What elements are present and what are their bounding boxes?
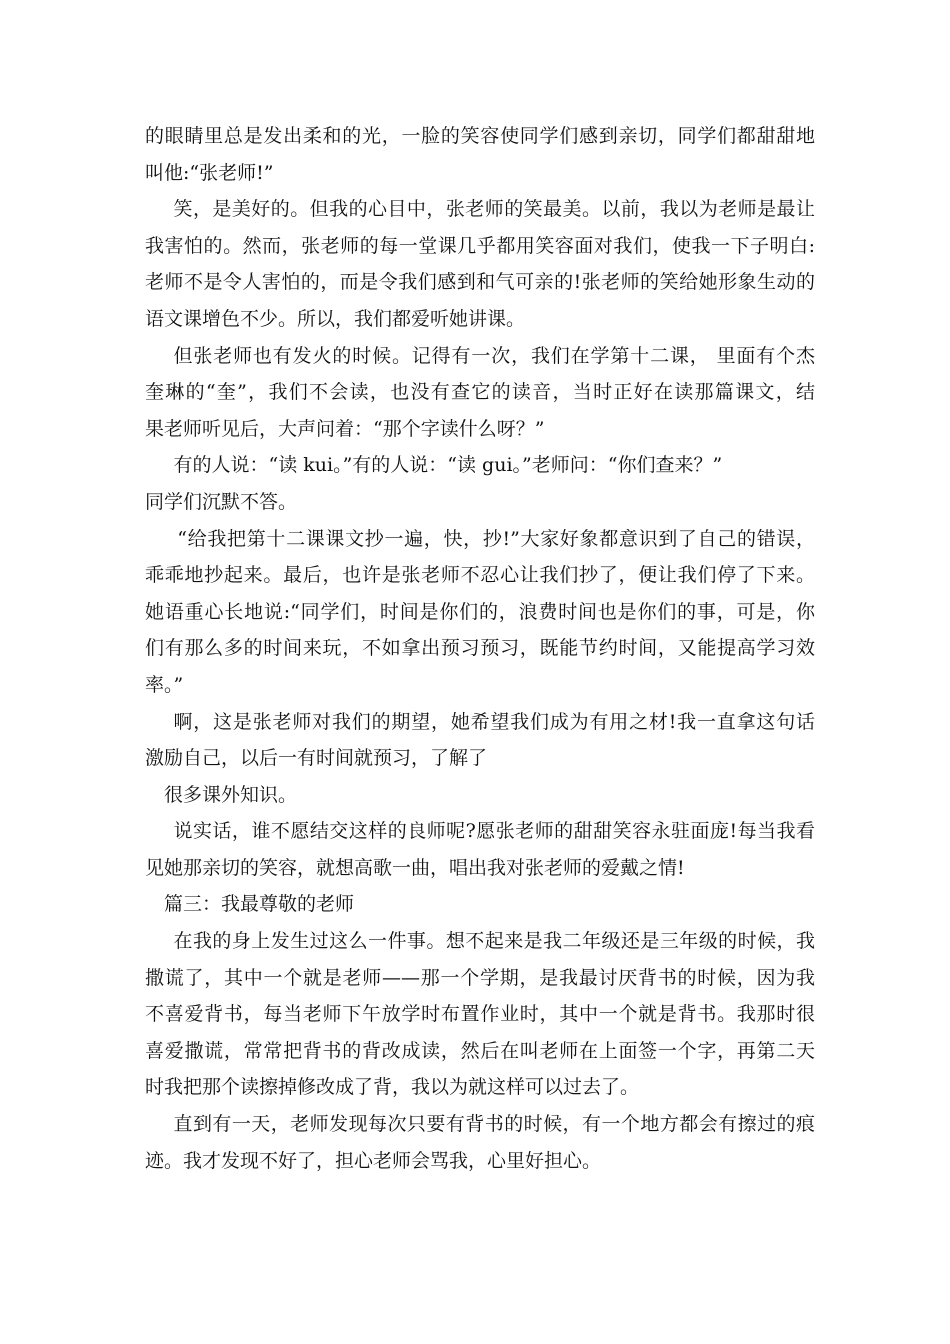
text-line: 很多课外知识。 [164,783,298,806]
text-line: 不喜爱背书，每当老师下午放学时布置作业时，其中一个就是背书。我那时很 [145,1003,815,1026]
text-line: 笑，是美好的。但我的心目中，张老师的笑最美。以前，我以为老师是最让 [173,198,815,221]
text-line: 乖乖地抄起来。最后，也许是张老师不忍心让我们抄了，便让我们停了下来。 [145,564,815,587]
text-line: 的眼睛里总是发出柔和的光，一脸的笑容使同学们感到亲切，同学们都甜甜地 [145,125,815,147]
text-line: 奎琳的“奎”，我们不会读，也没有查它的读音，当时正好在读那篇课文，结 [145,381,815,404]
text-line: 率。” [145,673,184,696]
text-line: 果老师听见后，大声问着：“那个字读什么呀？” [145,417,545,440]
text-line: 见她那亲切的笑容，就想高歌一曲，唱出我对张老师的爱戴之情! [145,856,685,879]
text-line: 迹。我才发现不好了，担心老师会骂我，心里好担心。 [145,1149,602,1172]
text-line: 她语重心长地说:“同学们，时间是你们的，浪费时间也是你们的事，可是，你 [145,600,815,623]
text-line: 说实话，谁不愿结交这样的良师呢?愿张老师的甜甜笑容永驻面庞!每当我看 [173,820,815,843]
text-line: 喜爱撒谎，常常把背书的背改成读，然后在叫老师在上面签一个字，再第二天 [145,1039,815,1062]
text-line: 我害怕的。然而，张老师的每一堂课几乎都用笑容面对我们，使我一下子明白: [145,234,815,257]
text-line: 语文课增色不少。所以，我们都爱听她讲课。 [145,307,526,330]
text-line: 在我的身上发生过这么一件事。想不起来是我二年级还是三年级的时候，我 [173,930,815,953]
text-line: 篇三：我最尊敬的老师 [164,893,355,916]
document-body [145,118,815,1179]
text-line: 撒谎了，其中一个就是老师——那一个学期，是我最讨厌背书的时候，因为我 [145,966,815,989]
text-line: 时我把那个读擦掉修改成了背，我以为就这样可以过去了。 [145,1076,640,1099]
text-line: 老师不是令人害怕的，而是令我们感到和气可亲的!张老师的笑给她形象生动的 [145,271,815,294]
text-line: 但张老师也有发火的时候。记得有一次，我们在学第十二课， 里面有个杰 [173,344,815,367]
text-line: 同学们沉默不答。 [145,490,298,513]
text-line: 激励自己，以后一有时间就预习，了解了 [145,747,488,770]
text-line: “给我把第十二课课文抄一遍，快，抄!”大家好象都意识到了自己的错误， [177,527,815,550]
text-line: 们有那么多的时间来玩，不如拿出预习预习，既能节约时间，又能提高学习效 [145,637,815,660]
text-line: 有的人说：“读 kui。”有的人说：“读 gui。”老师问：“你们查来？” [173,454,723,477]
text-line: 直到有一天，老师发现每次只要有背书的时候，有一个地方都会有擦过的痕 [173,1113,815,1136]
text-line: 啊，这是张老师对我们的期望，她希望我们成为有用之材!我一直拿这句话 [173,710,815,733]
text-line: 叫他:“张老师!” [145,161,274,184]
